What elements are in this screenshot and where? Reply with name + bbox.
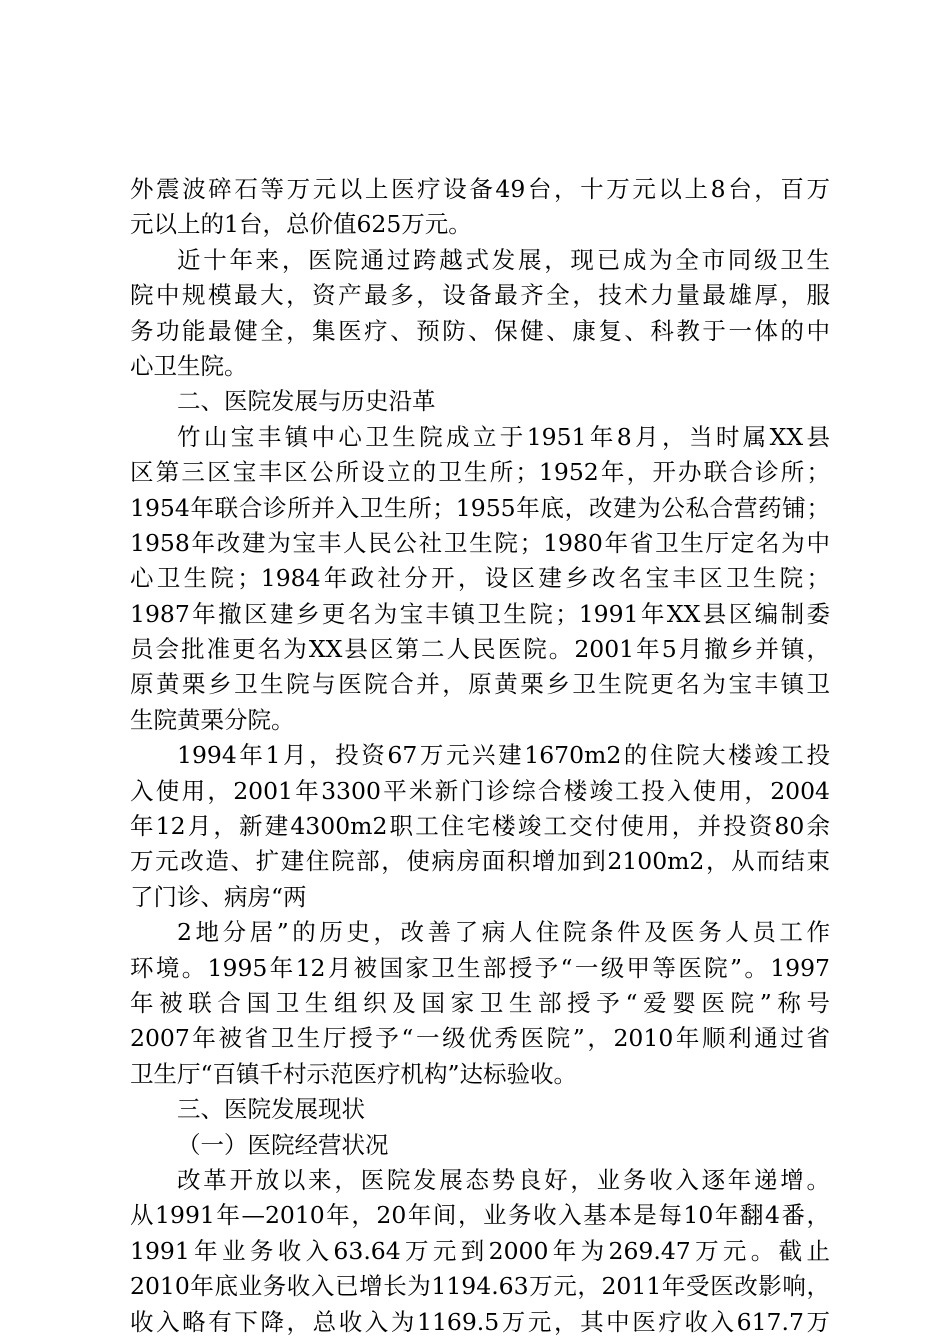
text-line: 外震波碎石等万元以上医疗设备49台，十万元以上8台，百万 xyxy=(130,175,830,203)
text-line: 从1991年—2010年，20年间，业务收入基本是每10年翻4番， xyxy=(130,1201,830,1230)
text-line: 员会批准更名为XX县区第二人民医院。2001年5月撤乡并镇， xyxy=(130,635,830,664)
text-line: 1994年1月，投资67万元兴建1670m2的住院大楼竣工投 xyxy=(177,741,830,770)
text-line: 原黄栗乡卫生院与医院合并，原黄栗乡卫生院更名为宝丰镇卫 xyxy=(130,670,830,699)
text-line: 2010年底业务收入已增长为1194.63万元，2011年受医改影响， xyxy=(130,1272,830,1301)
text-line: 近十年来，医院通过跨越式发展，现已成为全市同级卫生 xyxy=(177,245,830,274)
text-line: 心卫生院。 xyxy=(130,351,248,380)
text-line: 生院黄栗分院。 xyxy=(130,705,295,734)
text-line: 环境。1995年12月被国家卫生部授予“一级甲等医院”。1997 xyxy=(130,953,830,982)
text-line: 收入略有下降，总收入为1169.5万元，其中医疗收入617.7万 xyxy=(130,1307,830,1336)
text-line: 卫生厅“百镇千村示范医疗机构”达标验收。 xyxy=(130,1059,578,1088)
text-line: 心卫生院；1984年政社分开，设区建乡改名宝丰区卫生院； xyxy=(130,564,830,593)
text-line: 年被联合国卫生组织及国家卫生部授予“爱婴医院”称号 xyxy=(130,988,830,1017)
text-line: 改革开放以来，医院发展态势良好，业务收入逐年递增。 xyxy=(177,1165,830,1194)
section-heading: （一）医院经营状况 xyxy=(177,1130,389,1159)
text-line: 元以上的1台，总价值625万元。 xyxy=(130,210,472,239)
text-line: 年12月，新建4300m2职工住宅楼竣工交付使用，并投资80余 xyxy=(130,812,830,841)
text-line: 1958年改建为宝丰人民公社卫生院；1980年省卫生厅定名为中 xyxy=(130,528,830,557)
text-line: 区第三区宝丰区公所设立的卫生所；1952年，开办联合诊所； xyxy=(130,458,830,487)
text-line: 院中规模最大，资产最多，设备最齐全，技术力量最雄厚，服 xyxy=(130,281,830,310)
text-line: 竹山宝丰镇中心卫生院成立于1951年8月，当时属XX县 xyxy=(177,422,830,451)
text-line: 1991年业务收入63.64万元到2000年为269.47万元。截止 xyxy=(130,1236,830,1265)
text-line: 万元改造、扩建住院部，使病房面积增加到2100m2，从而结束 xyxy=(130,847,830,876)
text-line: 2007年被省卫生厅授予“一级优秀医院”，2010年顺利通过省 xyxy=(130,1024,830,1053)
text-line: 2地分居”的历史，改善了病人住院条件及医务人员工作 xyxy=(177,918,830,947)
text-line: 务功能最健全，集医疗、预防、保健、康复、科教于一体的中 xyxy=(130,316,830,345)
document-body xyxy=(130,172,830,1340)
text-line: 了门诊、病房“两 xyxy=(130,882,307,911)
text-line: 1954年联合诊所并入卫生所；1955年底，改建为公私合营药铺； xyxy=(130,493,830,522)
text-line: 入使用，2001年3300平米新门诊综合楼竣工投入使用，2004 xyxy=(130,776,830,805)
text-line: 1987年撤区建乡更名为宝丰镇卫生院；1991年XX县区编制委 xyxy=(130,599,830,628)
section-heading: 二、医院发展与历史沿革 xyxy=(177,387,436,416)
section-heading: 三、医院发展现状 xyxy=(177,1095,365,1124)
